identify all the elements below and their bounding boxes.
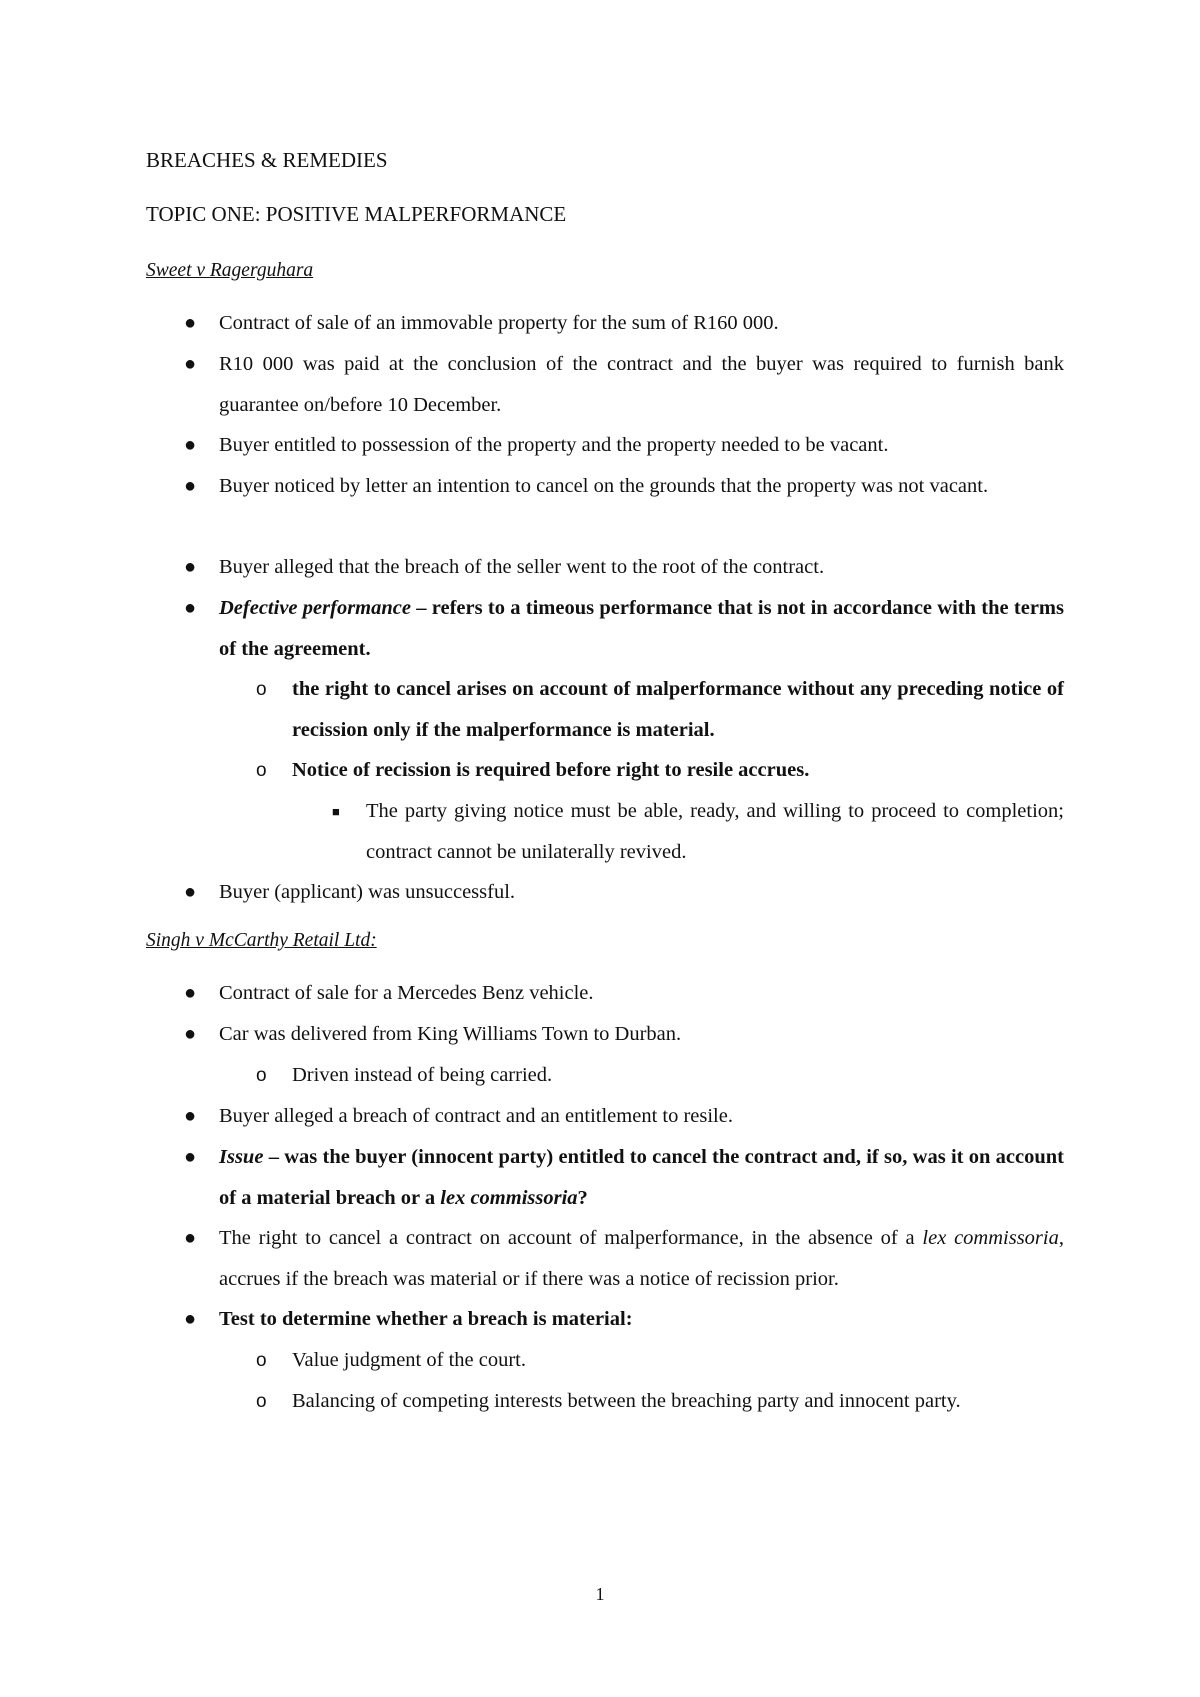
list-item: Buyer entitled to possession of the property and the property needed to be vacant. xyxy=(219,434,889,456)
definition-text: – refers to a timeous performance that is not in accordance with the terms of the agreement. xyxy=(219,597,1064,660)
square-marker: ■ xyxy=(332,804,340,819)
topic-heading: TOPIC ONE: POSITIVE MALPERFORMANCE xyxy=(146,202,567,226)
list-item-issue xyxy=(219,1137,1064,1219)
bullet-marker: ● xyxy=(184,353,197,375)
bullet-marker: ● xyxy=(184,1308,197,1330)
list-item: Test to determine whether a breach is material: xyxy=(219,1308,633,1330)
bullet-marker: ● xyxy=(184,597,197,619)
issue-text: – was the buyer (innocent party) entitled to cancel the contract and, if so, was it on account of a material breach or a xyxy=(219,1146,1064,1209)
circle-marker: o xyxy=(256,760,267,781)
issue-lex-term: lex commissoria xyxy=(440,1187,578,1209)
rule-text-pre: The right to cancel a contract on account of malperformance, in the absence of a xyxy=(219,1227,923,1249)
bullet-marker: ● xyxy=(184,1146,197,1168)
page-number: 1 xyxy=(595,1584,605,1604)
document-title: BREACHES & REMEDIES xyxy=(146,148,388,172)
sub-list-item: Driven instead of being carried. xyxy=(292,1064,553,1086)
bullet-marker: ● xyxy=(184,881,197,903)
list-item-definition xyxy=(219,588,1064,670)
bullet-marker: ● xyxy=(184,434,197,456)
list-item: Contract of sale for a Mercedes Benz vehicle. xyxy=(219,982,594,1004)
rule-text-post: , accrues if the breach was material or if there was a notice of recission prior. xyxy=(219,1227,1064,1290)
sub-list-item: the right to cancel arises on account of malperformance without any preceding notice of recission only if the malperformance is material. xyxy=(292,678,1064,741)
case-heading-singh: Singh v McCarthy Retail Ltd: xyxy=(146,930,377,951)
bullet-marker: ● xyxy=(184,475,197,497)
list-item: R10 000 was paid at the conclusion of the contract and the buyer was required to furnish bank guarantee on/before 10 December. xyxy=(219,353,1064,416)
list-item: Buyer noticed by letter an intention to cancel on the grounds that the property was not vacant. xyxy=(219,475,989,497)
defined-term: Defective performance xyxy=(219,597,411,619)
list-item xyxy=(219,1218,1064,1300)
sub-list-item: Balancing of competing interests between the breaching party and innocent party. xyxy=(292,1390,961,1412)
case-heading-sweet: Sweet v Ragerguhara xyxy=(146,260,314,281)
list-item: Buyer alleged that the breach of the seller went to the root of the contract. xyxy=(219,556,825,578)
sub-list-item: Value judgment of the court. xyxy=(292,1349,526,1371)
bullet-marker: ● xyxy=(184,982,197,1004)
sub-list-item: Notice of recission is required before right to resile accrues. xyxy=(292,759,810,781)
rule-lex-term: lex commissoria xyxy=(922,1227,1059,1249)
circle-marker: o xyxy=(256,679,267,700)
bullet-marker: ● xyxy=(184,1023,197,1045)
list-item: Car was delivered from King Williams Town to Durban. xyxy=(219,1023,682,1045)
bullet-marker: ● xyxy=(184,1105,197,1127)
bullet-marker: ● xyxy=(184,556,197,578)
sub-sub-list-item: The party giving notice must be able, ready, and willing to proceed to completion; contract cannot be unilaterally revived. xyxy=(366,800,1064,863)
circle-marker: o xyxy=(256,1065,267,1086)
circle-marker: o xyxy=(256,1350,267,1371)
list-item: Buyer (applicant) was unsuccessful. xyxy=(219,881,516,903)
bullet-marker: ● xyxy=(184,1227,197,1249)
list-item: Buyer alleged a breach of contract and an entitlement to resile. xyxy=(219,1105,733,1127)
issue-end: ? xyxy=(577,1187,588,1209)
bullet-marker: ● xyxy=(184,312,197,334)
circle-marker: o xyxy=(256,1391,267,1412)
list-item: Contract of sale of an immovable property for the sum of R160 000. xyxy=(219,312,779,334)
issue-term: Issue xyxy=(219,1146,264,1168)
